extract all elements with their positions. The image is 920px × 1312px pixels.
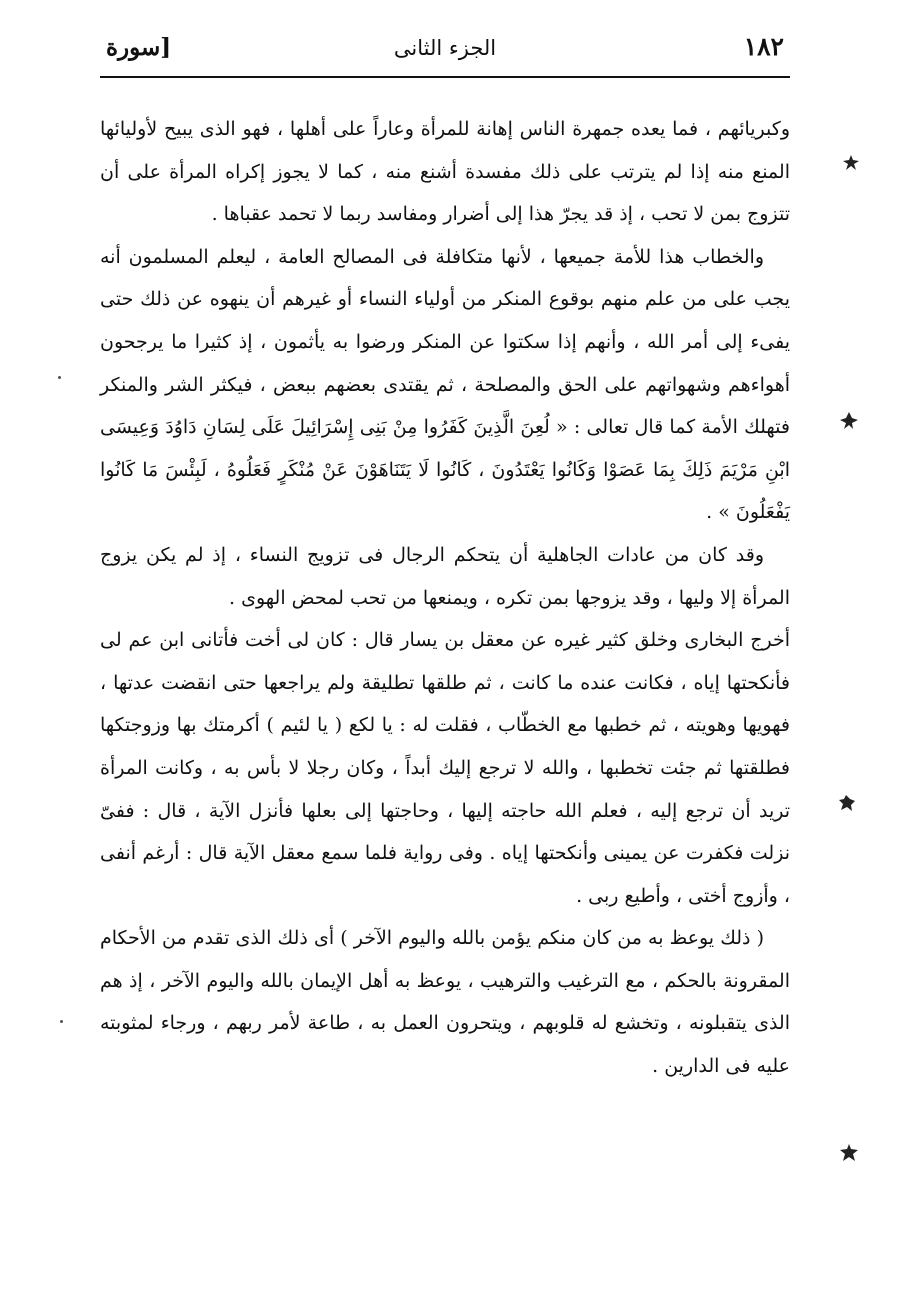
- running-title: الجزء الثانى: [393, 36, 497, 60]
- ink-blot-icon: [836, 792, 858, 814]
- scan-speck: [60, 1020, 63, 1023]
- ink-blot-icon: [838, 410, 860, 432]
- quran-verse: « لُعِنَ الَّذِينَ كَفَرُوا مِنْ بَنِى إِسْرَائِيلَ عَلَى لِسَانِ دَاوُدَ وَعِيسَى ابْنِ مَرْيَمَ ذَلِكَ بِمَا عَصَوْا وَكَانُوا يَعْتَدُونَ ، كَانُوا لَا يَتَنَاهَوْنَ عَنْ مُنْكَرٍ فَعَلُوهُ ، لَبِئْسَ مَا كَانُوا يَفْعَلُونَ » .: [100, 416, 790, 524]
- ink-blot-icon: [838, 1142, 860, 1164]
- paragraph-2: [100, 236, 790, 534]
- paragraph-1: وكبريائهم ، فما يعده جمهرة الناس إهانة للمرأة وعاراً على أهلها ، فهو الذى يبيح لأوليائها المنع منه إذا لم يترتب على ذلك مفسدة أشنع منه ، كما لا يجوز إكراه المرأة على أن تتزوج بمن لا تحب ، إذ قد يجرّ هذا إلى أضرار ومفاسد ربما لا تحمد عقباها .: [100, 118, 790, 226]
- paragraph-2-text: والخطاب هذا للأمة جميعها ، لأنها متكافلة فى المصالح العامة ، ليعلم المسلمون أنه يجب على من علم منهم بوقوع المنكر من أولياء النساء أو غيرهم أن ينهوه عن ذلك حتى يفىء إلى أمر الله ، وأنهم إذا سكتوا عن المنكر ورضوا به يأثمون ، إذ كثيرا ما يرجحون أهواءهم وشهواتهم على الحق والمصلحة ، ثم يقتدى بعضهم ببعض ، فيكثر الشر والمنكر فتهلك الأمة كما قال تعالى :: [100, 245, 790, 439]
- surah-label: [سورة: [106, 34, 172, 61]
- page-header: [100, 30, 790, 76]
- page-number: ١٨٢: [743, 32, 784, 61]
- paragraph-5: ( ذلك يوعظ به من كان منكم يؤمن بالله واليوم الآخر ) أى ذلك الذى تقدم من الأحكام المقرونة بالحكم ، مع الترغيب والترهيب ، يوعظ به أهل الإيمان بالله واليوم الآخر ، إذ هم الذى يتقبلونه ، وتخشع له قلوبهم ، ويتحرون العمل به ، طاعة لأمر ربهم ، ورجاء لمثوبته عليه فى الدارين .: [100, 927, 790, 1078]
- header-rule: [100, 76, 790, 78]
- scan-speck: [58, 376, 61, 379]
- page-body: [100, 108, 790, 1088]
- ink-blot-icon: [840, 152, 862, 174]
- paragraph-4: أخرج البخارى وخلق كثير غيره عن معقل بن يسار قال : كان لى أخت فأتانى ابن عم لى فأنكحتها إياه ، فكانت عنده ما كانت ، ثم طلقها تطليقة ولم يراجعها حتى انقضت عدتها ، فهويها وهويته ، ثم خطبها مع الخطّاب ، فقلت له : يا لكع ( يا لئيم ) أكرمتك بها وزوجتكها فطلقتها ثم جئت تخطبها ، والله لا ترجع إليك أبداً ، وكان رجلا لا بأس به ، وكانت المرأة تريد أن ترجع إليه ، فعلم الله حاجته إليها ، وحاجتها إلى بعلها فأنزل الآية ، قال : ففىّ نزلت فكفرت عن يمينى وأنكحتها إياه . وفى رواية فلما سمع معقل الآية قال : أرغم أنفى ، وأزوج أختى ، وأطيع ربى .: [100, 629, 790, 907]
- paragraph-3: وقد كان من عادات الجاهلية أن يتحكم الرجال فى تزويج النساء ، إذ لم يكن يزوج المرأة إلا وليها ، وقد يزوجها بمن تكره ، ويمنعها من تحب لمحض الهوى .: [100, 543, 790, 609]
